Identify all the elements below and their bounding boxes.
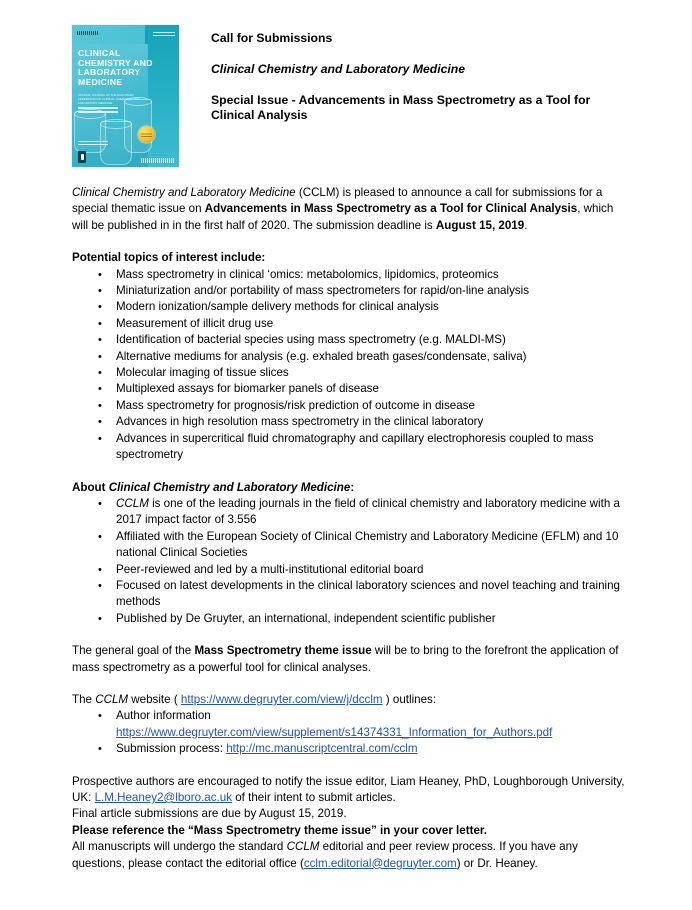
intro-paragraph: [72, 185, 628, 234]
spacer: [72, 464, 628, 480]
closing-line4-part3: ) or Dr. Heaney.: [456, 856, 538, 870]
cover-journal-title: CLINICAL CHEMISTRY AND LABORATORY MEDICINE: [78, 48, 153, 87]
list-item: • Advances in supercritical fluid chromatography and capillary electrophoresis coupled to mass spectrometry: [72, 431, 628, 464]
list-item: [72, 708, 628, 741]
closing-line3: Please reference the “Mass Spectrometry theme issue” in your cover letter.: [72, 823, 487, 837]
about-heading-italic: Clinical Chemistry and Laboratory Medicine: [108, 480, 351, 494]
author-information-link[interactable]: https://www.degruyter.com/view/supplement/s14374331_Information_for_Authors.pdf: [116, 725, 553, 739]
website-lead-plain: The: [72, 692, 96, 706]
spacer: [72, 758, 628, 774]
submission-process-label: Submission process:: [116, 742, 227, 756]
header-row: [72, 25, 628, 167]
goal-bold: Mass Spectrometry theme issue: [194, 644, 372, 658]
about-item1-italic: CCLM: [116, 496, 149, 510]
list-item: • Identification of bacterial species using mass spectrometry (e.g. MALDI-MS): [72, 332, 628, 348]
list-item: • Affiliated with the European Society of Clinical Chemistry and Laboratory Medicine (EFLM) and 10 national Clinical Societies: [72, 529, 628, 562]
barcode-icon: [141, 158, 175, 163]
cover-right-panel: [148, 25, 179, 167]
cover-footer-text-mark: [78, 139, 108, 145]
list-item: • Advances in high resolution mass spectrometry in the clinical laboratory: [72, 414, 628, 430]
list-item: • Molecular imaging of tissue slices: [72, 365, 628, 381]
journal-cover-image: [72, 25, 179, 167]
website-lead-after: website (: [128, 692, 181, 706]
intro-deadline-bold: August 15, 2019: [435, 218, 525, 232]
topics-list: [72, 267, 628, 464]
list-item: • Peer-reviewed and led by a multi-institutional editorial board: [72, 562, 628, 578]
closing-line2: Final article submissions are due by August 15, 2019.: [72, 807, 347, 821]
heading-special-issue: Special Issue - Advancements in Mass Spectrometry as a Tool for Clinical Analysis: [211, 93, 591, 122]
de-gruyter-logo-icon: [78, 151, 86, 163]
closing-line1: [72, 774, 628, 807]
cover-subtitle: OFFICIAL JOURNAL OF THE EUROPEAN FEDERATION OF CLINICAL CHEMISTRY AND LABORATORY MEDICINE: [78, 93, 140, 105]
intro-part3: .: [524, 218, 528, 232]
list-item: • Mass spectrometry for prognosis/risk prediction of outcome in disease: [72, 398, 628, 414]
gold-award-badge-icon: [138, 126, 155, 143]
closing-line4-part2: editorial and peer review process. If you have any questions, please contact the editorial office (: [72, 840, 578, 870]
about-heading: [72, 480, 628, 496]
closing-line4: [72, 839, 628, 872]
spacer: [72, 676, 628, 692]
editor-email-link[interactable]: L.M.Heaney2@lboro.ac.uk: [94, 791, 233, 804]
spacer: [72, 627, 628, 643]
cover-society-mark: [78, 105, 118, 113]
website-list: [72, 708, 628, 757]
list-item: • Published by De Gruyter, an international, independent scientific publisher: [72, 611, 628, 627]
website-lead: [72, 692, 628, 708]
heading-call-for-submissions: Call for Submissions: [211, 31, 333, 45]
intro-part1: (CCLM) is pleased to announce a call for submissions for a special thematic issue on: [72, 186, 603, 216]
about-heading-colon: :: [350, 480, 355, 494]
topics-heading: Potential topics of interest include:: [72, 251, 266, 265]
list-item: • Measurement of illicit drug use: [72, 316, 628, 332]
spacer: [72, 234, 628, 250]
list-item: [72, 741, 628, 757]
cover-issue-mark: [153, 30, 175, 36]
document-body: [72, 185, 628, 872]
list-item: • Mass spectrometry in clinical ‘omics: metabolomics, lipidomics, proteomics: [72, 267, 628, 283]
header-text-block: [211, 25, 628, 123]
cclm-website-link[interactable]: https://www.degruyter.com/view/j/dcclm: [180, 692, 383, 706]
intro-journal-italic: Clinical Chemistry and Laboratory Medicine: [72, 186, 296, 199]
website-lead-end: ) outlines:: [382, 692, 437, 706]
list-item: • Focused on latest developments in the clinical laboratory sciences and novel teaching and training methods: [72, 578, 628, 611]
list-item: • Multiplexed assays for biomarker panels of disease: [72, 381, 628, 397]
closing-line4-italic: CCLM: [286, 840, 320, 854]
list-item: [72, 496, 628, 529]
intro-topic-bold: Advancements in Mass Spectrometry as a Tool for Clinical Analysis: [204, 202, 578, 216]
list-item: • Miniaturization and/or portability of mass spectrometers for rapid/on-line analysis: [72, 283, 628, 299]
intro-part2: , which will be published in in the first half of 2020. The submission deadline is: [72, 202, 614, 232]
editorial-office-email-link[interactable]: cclm.editorial@degruyter.com: [303, 856, 457, 870]
closing-line4-part1: All manuscripts will undergo the standard: [72, 840, 287, 854]
closing-line1-part2: of their intent to submit articles.: [232, 791, 396, 804]
closing-line1-part1: Prospective authors are encouraged to notify the issue editor, Liam Heaney, PhD, Loughborough University, UK:: [72, 774, 625, 804]
list-item: • Modern ionization/sample delivery methods for clinical analysis: [72, 299, 628, 315]
publisher-logo-mark: [77, 31, 99, 35]
website-lead-italic: CCLM: [95, 692, 129, 706]
about-item1-rest: is one of the leading journals in the field of clinical chemistry and laboratory medicine with a 2017 impact factor of 3.556: [116, 496, 620, 527]
about-heading-plain: About: [72, 480, 109, 494]
heading-journal-name: Clinical Chemistry and Laboratory Medicine: [211, 62, 465, 76]
submission-process-link[interactable]: http://mc.manuscriptcentral.com/cclm: [226, 742, 418, 756]
goal-paragraph: [72, 643, 628, 676]
goal-part2: will be to bring to the forefront the application of mass spectrometry as a powerful tool for clinical analyses.: [72, 644, 619, 674]
goal-part1: The general goal of the: [72, 644, 195, 658]
author-information-label: • Author information: [116, 709, 211, 723]
about-list: [72, 496, 628, 627]
list-item: • Alternative mediums for analysis (e.g. exhaled breath gases/condensate, saliva): [72, 349, 628, 365]
